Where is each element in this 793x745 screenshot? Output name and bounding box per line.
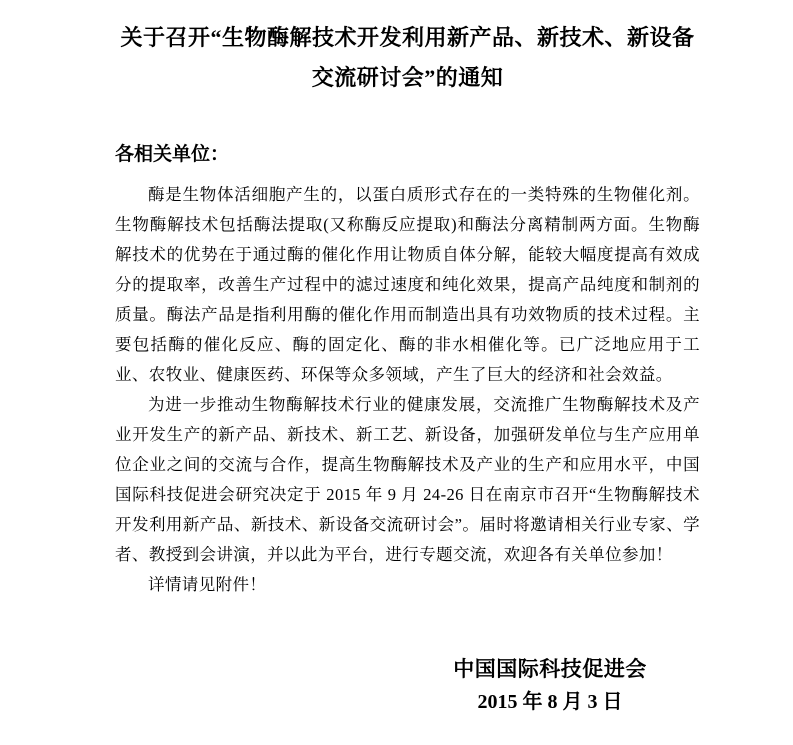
salutation: 各相关单位： xyxy=(115,144,230,165)
document-title-line-2: 交流研讨会”的通知 xyxy=(311,65,504,90)
paragraph-meeting-announcement: 为进一步推动生物酶解技术行业的健康发展，交流推广生物酶解技术及产业开发生产的新产品、新技术、新工艺、新设备，加强研发单位与生产应用单位企业之间的交流与合作，提高生物酶解技术及产业的生产和应用水平，中国国际科技促进会研究决定于 2015 年 9 月 24-26 日在南京市召开“生物酶解技术开发利用新产品、新技术、新设备交流研讨会”。届时将邀请相关行业专家、学者、教授到会讲演，并以此为平台，进行专题交流，欢迎各有关单位参加！ xyxy=(115,395,700,564)
paragraph-enzyme-intro: 酶是生物体活细胞产生的，以蛋白质形式存在的一类特殊的生物催化剂。生物酶解技术包括酶法提取(又称酶反应提取)和酶法分离精制两方面。生物酶解技术的优势在于通过酶的催化作用让物质自体分解，能较大幅度提高有效成分的提取率，改善生产过程中的滤过速度和纯化效果，提高产品纯度和制剂的质量。酶法产品是指利用酶的催化作用而制造出具有功效物质的技术过程。主要包括酶的催化反应、酶的固定化、酶的非水相催化等。已广泛地应用于工业、农牧业、健康医药、环保等众多领域，产生了巨大的经济和社会效益。 xyxy=(115,185,700,384)
paragraph-attachment-note: 详情请见附件！ xyxy=(148,575,267,594)
document-title xyxy=(115,18,700,98)
document-title-line-1: 关于召开“生物酶解技术开发利用新产品、新技术、新设备 xyxy=(120,25,695,50)
signature-organization: 中国国际科技促进会 xyxy=(453,657,647,681)
signature-date: 2015 年 8 月 3 日 xyxy=(477,691,623,713)
signature-block xyxy=(400,654,700,720)
